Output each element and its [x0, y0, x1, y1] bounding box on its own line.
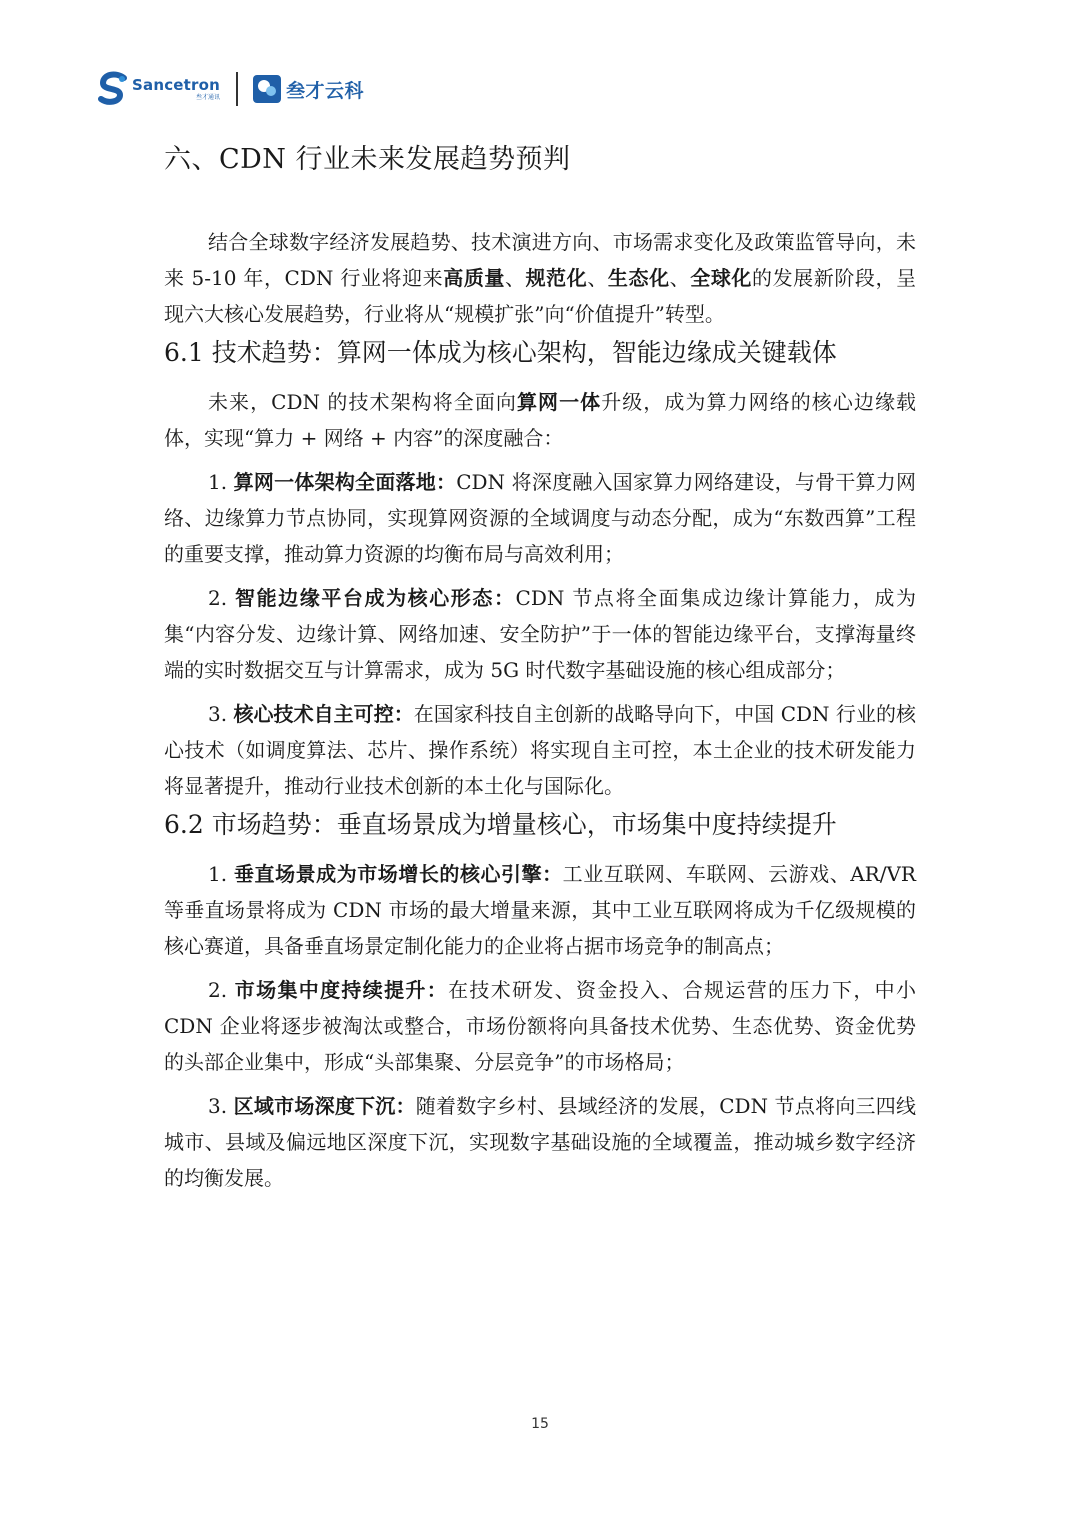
list-item: [164, 696, 916, 804]
intro-sep: 、: [587, 266, 608, 290]
list-item: [164, 580, 916, 688]
list-item: [164, 972, 916, 1080]
intro-sep: 、: [669, 266, 691, 290]
list-item-number: 1.: [208, 470, 234, 494]
cloud-logo-icon: [252, 74, 282, 104]
list-item-number: 2.: [208, 586, 236, 610]
keyword-standardization: 规范化: [525, 266, 588, 290]
keyword-high-quality: 高质量: [443, 266, 505, 290]
intro-paragraph: [164, 224, 916, 332]
page-number: 15: [531, 1416, 549, 1432]
intro-text: 结合全球数字经济发展趋势、技术演进方向、市场需求变化及政策监管导向，未来 5-10 年，CDN 行业将迎来: [164, 230, 916, 290]
list-item-heading: 市场集中度持续提升：: [234, 978, 449, 1002]
list-item: [164, 1088, 916, 1196]
header-divider: [236, 72, 238, 106]
page-header: [98, 66, 364, 112]
list-item-number: 2.: [208, 978, 235, 1002]
list-item-number: 3.: [208, 702, 234, 726]
sancetron-logo-name: Sancetron: [132, 75, 221, 94]
list-item-heading: 算网一体架构全面落地：: [233, 470, 457, 494]
list-item-number: 3.: [208, 1094, 234, 1118]
keyword-compute-network: 算网一体: [516, 390, 602, 414]
intro-sep: 、: [504, 266, 526, 290]
list-item-text: 在国家科技自主创新的战略导向下，中国 CDN 行业的核心技术（如调度算法、芯片、操作系统）将实现自主可控，本土企业的技术研发能力将显著提升，推动行业技术创新的本土化与国际化。: [164, 702, 917, 798]
intro-text: 的发展新阶段，呈现六大核心发展趋势，行业将从“规模扩张”向“价值提升”转型。: [164, 266, 917, 326]
list-item-heading: 智能边缘平台成为核心形态：: [235, 586, 516, 610]
sancetron-logo: [98, 71, 220, 107]
subsection-title-market: 6.2 市场趋势：垂直场景成为增量核心，市场集中度持续提升: [164, 810, 837, 839]
list-item-text: CDN 节点将全面集成边缘计算能力，成为集“内容分发、边缘计算、网络加速、安全防护”于一体的智能边缘平台，支撑海量终端的实时数据交互与计算需求，成为 5G 时代数字基础设施的核心组成部分；: [164, 586, 916, 682]
list-item-heading: 区域市场深度下沉：: [233, 1094, 416, 1118]
cloud-logo: [252, 74, 364, 104]
list-item-heading: 核心技术自主可控：: [233, 702, 414, 726]
lead-text: 升级，成为算力网络的核心边缘载体，实现“算力 + 网络 + 内容”的深度融合：: [164, 390, 916, 450]
keyword-ecosystem: 生态化: [607, 266, 670, 290]
tech-lead-paragraph: [164, 384, 916, 456]
list-item-text: 工业互联网、车联网、云游戏、AR/VR 等垂直场景将成为 CDN 市场的最大增量来源，其中工业互联网将成为千亿级规模的核心赛道，具备垂直场景定制化能力的企业将占据市场竞争的制高点；: [164, 862, 916, 958]
list-item-text: 在技术研发、资金投入、合规运营的压力下，中小 CDN 企业将逐步被淘汰或整合，市场份额将向具备技术优势、生态优势、资金优势的头部企业集中，形成“头部集聚、分层竞争”的市场格局；: [164, 978, 916, 1074]
sancetron-logo-icon: [98, 71, 128, 107]
list-item-text: 随着数字乡村、县域经济的发展，CDN 节点将向三四线城市、县域及偏远地区深度下沉，实现数字基础设施的全域覆盖，推动城乡数字经济的均衡发展。: [164, 1094, 916, 1190]
list-item: [164, 464, 916, 572]
section-title: 六、CDN 行业未来发展趋势预判: [164, 144, 571, 175]
subsection-title-tech: 6.1 技术趋势：算网一体成为核心架构，智能边缘成关键载体: [164, 338, 837, 367]
list-item-text: CDN 将深度融入国家算力网络建设，与骨干算力网络、边缘算力节点协同，实现算网资源的全域调度与动态分配，成为“东数西算”工程的重要支撑，推动算力资源的均衡布局与高效利用；: [164, 470, 916, 566]
lead-text: 未来，CDN 的技术架构将全面向: [208, 390, 517, 414]
sancetron-logo-sub: 叁才通讯: [196, 93, 221, 101]
list-item: [164, 856, 916, 964]
list-item-number: 1.: [208, 862, 234, 886]
list-item-heading: 垂直场景成为市场增长的核心引擎：: [233, 862, 563, 886]
keyword-globalization: 全球化: [690, 266, 753, 290]
page-content: [164, 136, 916, 1196]
cloud-logo-name: 叁才云科: [286, 79, 365, 102]
